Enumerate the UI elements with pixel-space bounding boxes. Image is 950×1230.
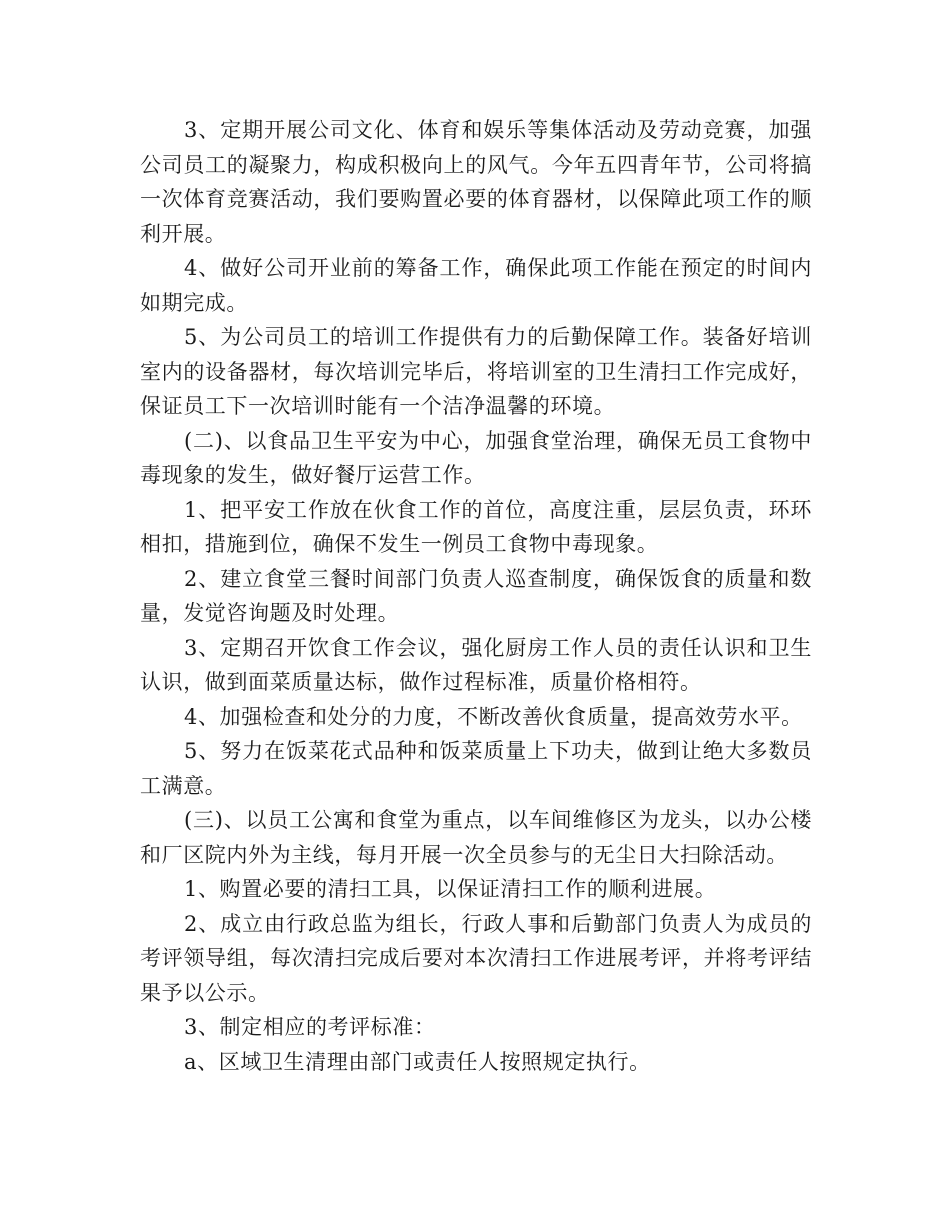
section-heading-cleaning: (三)、以员工公寓和食堂为重点，以车间维修区为龙头，以办公楼和厂区院内外为主线，每月开展一次全员参与的无尘日大扫除活动。: [140, 808, 812, 867]
paragraph-safety-first: 1、把平安工作放在伙食工作的首位，高度注重，层层负责，环环相扣，措施到位，确保不发生一例员工食物中毒现象。: [140, 497, 812, 556]
paragraph-training-support: 5、为公司员工的培训工作提供有力的后勤保障工作。装备好培训室内的设备器材，每次培训完毕后，将培训室的卫生清扫工作完成好，保证员工下一次培训时能有一个洁净温馨的环境。: [140, 325, 812, 418]
paragraph-area-cleaning: a、区域卫生清理由部门或责任人按照规定执行。: [184, 1049, 651, 1074]
paragraph-menu-variety: 5、努力在饭菜花式品种和饭菜质量上下功夫，做到让绝大多数员工满意。: [140, 739, 812, 798]
paragraph-evaluation-standards: 3、制定相应的考评标准：: [184, 1015, 436, 1039]
paragraph-inspection-system: 2、建立食堂三餐时间部门负责人巡查制度，确保饭食的质量和数量，发觉咨询题及时处理。: [140, 566, 812, 625]
paragraph-catering-meetings: 3、定期召开饮食工作会议，强化厨房工作人员的责任认识和卫生认识，做到面菜质量达标，做作过程标准，质量价格相符。: [140, 635, 812, 694]
paragraph-quality-improvement: 4、加强检查和处分的力度，不断改善伙食质量，提高效劳水平。: [184, 704, 803, 729]
document-body: [140, 113, 812, 1079]
paragraph-activities: 3、定期开展公司文化、体育和娱乐等集体活动及劳动竞赛，加强公司员工的凝聚力，构成积极向上的风气。今年五四青年节，公司将搞一次体育竞赛活动，我们要购置必要的体育器材，以保障此项工作的顺利开展。: [140, 118, 812, 246]
paragraph-preparation: 4、做好公司开业前的筹备工作，确保此项工作能在预定的时间内如期完成。: [140, 256, 812, 315]
paragraph-cleaning-tools: 1、购置必要的清扫工具，以保证清扫工作的顺利进展。: [184, 877, 717, 901]
section-heading-food-safety: (二)、以食品卫生平安为中心，加强食堂治理，确保无员工食物中毒现象的发生，做好餐厅运营工作。: [140, 428, 812, 487]
paragraph-evaluation-group: 2、成立由行政总监为组长，行政人事和后勤部门负责人为成员的考评领导组，每次清扫完成后要对本次清扫工作进展考评，并将考评结果予以公示。: [140, 911, 812, 1005]
